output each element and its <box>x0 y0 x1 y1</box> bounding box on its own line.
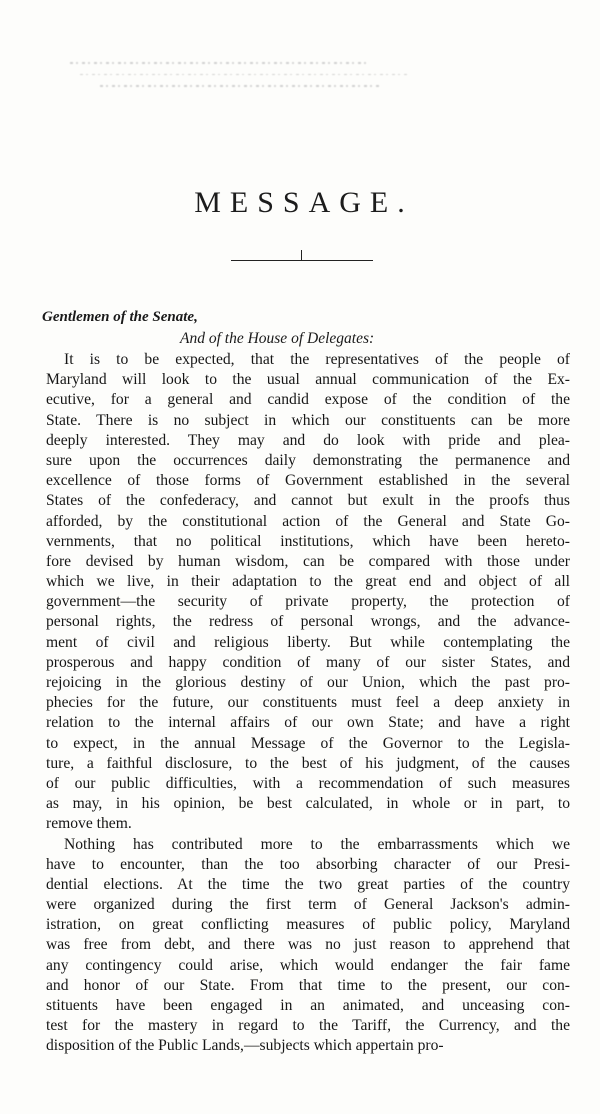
text-line: ecutive, for a general and candid expose of the condition of the <box>46 391 570 409</box>
title-divider <box>231 260 373 261</box>
text-line: test for the mastery in regard to the Tariff, the Currency, and the <box>46 1017 570 1035</box>
text-line: relation to the internal affairs of our own State; and have a right <box>46 714 570 732</box>
title-divider-tick <box>301 250 302 261</box>
text-line: vernments, that no political institutions, which have been hereto- <box>46 532 570 550</box>
text-line: Nothing has contributed more to the embarrassments which we <box>64 835 570 853</box>
show-through-text <box>70 62 430 132</box>
text-line: government—the security of private property, the protection of <box>46 593 570 611</box>
text-line: personal rights, the redress of personal wrongs, and the advance- <box>46 613 570 631</box>
text-line: excellence of those forms of Government established in the several <box>46 472 570 490</box>
text-line: deeply interested. They may and do look with pride and plea- <box>46 431 570 449</box>
text-line: istration, on great conflicting measures of public policy, Maryland <box>46 916 570 934</box>
text-line: have to encounter, than the too absorbing character of our Presi- <box>46 855 570 873</box>
paragraph <box>46 835 570 1057</box>
text-line: were organized during the first term of General Jackson's admin- <box>46 896 570 914</box>
text-line: States of the confederacy, and cannot but exult in the proofs thus <box>46 492 570 510</box>
salutation-senate: Gentlemen of the Senate, <box>42 309 198 325</box>
text-line: phecies for the future, our constituents must feel a deep anxiety in <box>46 694 570 712</box>
text-line: dential elections. At the time the two great parties of the country <box>46 875 570 893</box>
paragraph <box>46 350 570 835</box>
text-line: rejoicing in the glorious destiny of our Union, which the past pro- <box>46 674 570 691</box>
text-line: sure upon the occurrences daily demonstrating the permanence and <box>46 451 570 469</box>
text-line: to expect, in the annual Message of the Governor to the Legisla- <box>46 734 570 752</box>
text-line: afforded, by the constitutional action of the General and State Go- <box>46 512 570 530</box>
text-line: any contingency could arise, which would endanger the fair fame <box>46 956 570 974</box>
page-title: MESSAGE. <box>194 186 414 219</box>
text-line: and honor of our State. From that time to the present, our con- <box>46 976 570 994</box>
text-line: which we live, in their adaptation to the great end and object of all <box>46 573 570 591</box>
text-line: Maryland will look to the usual annual communication of the Ex- <box>46 371 570 389</box>
text-line: ture, a faithful disclosure, to the best of his judgment, of the causes <box>46 754 570 772</box>
text-line: ment of civil and religious liberty. But while contemplating the <box>46 633 570 651</box>
salutation-delegates: And of the House of Delegates: <box>180 330 375 347</box>
text-line: stituents have been engaged in an animated, and unceasing con- <box>46 997 570 1014</box>
text-line: as may, in his opinion, be best calculated, in whole or in part, to <box>46 795 570 813</box>
text-line: fore devised by human wisdom, can be compared with those under <box>46 552 570 570</box>
text-line: prosperous and happy condition of many of our sister States, and <box>46 653 570 671</box>
message-body <box>46 350 570 1057</box>
text-line: It is to be expected, that the representatives of the people of <box>64 351 570 368</box>
text-line: State. There is no subject in which our constituents can be more <box>46 411 570 429</box>
text-line: remove them. <box>46 815 132 833</box>
text-line: was free from debt, and there was no just reason to apprehend that <box>46 936 570 954</box>
text-line: disposition of the Public Lands,—subjects which appertain pro- <box>46 1037 444 1055</box>
text-line: of our public difficulties, with a recommendation of such measures <box>46 774 570 792</box>
